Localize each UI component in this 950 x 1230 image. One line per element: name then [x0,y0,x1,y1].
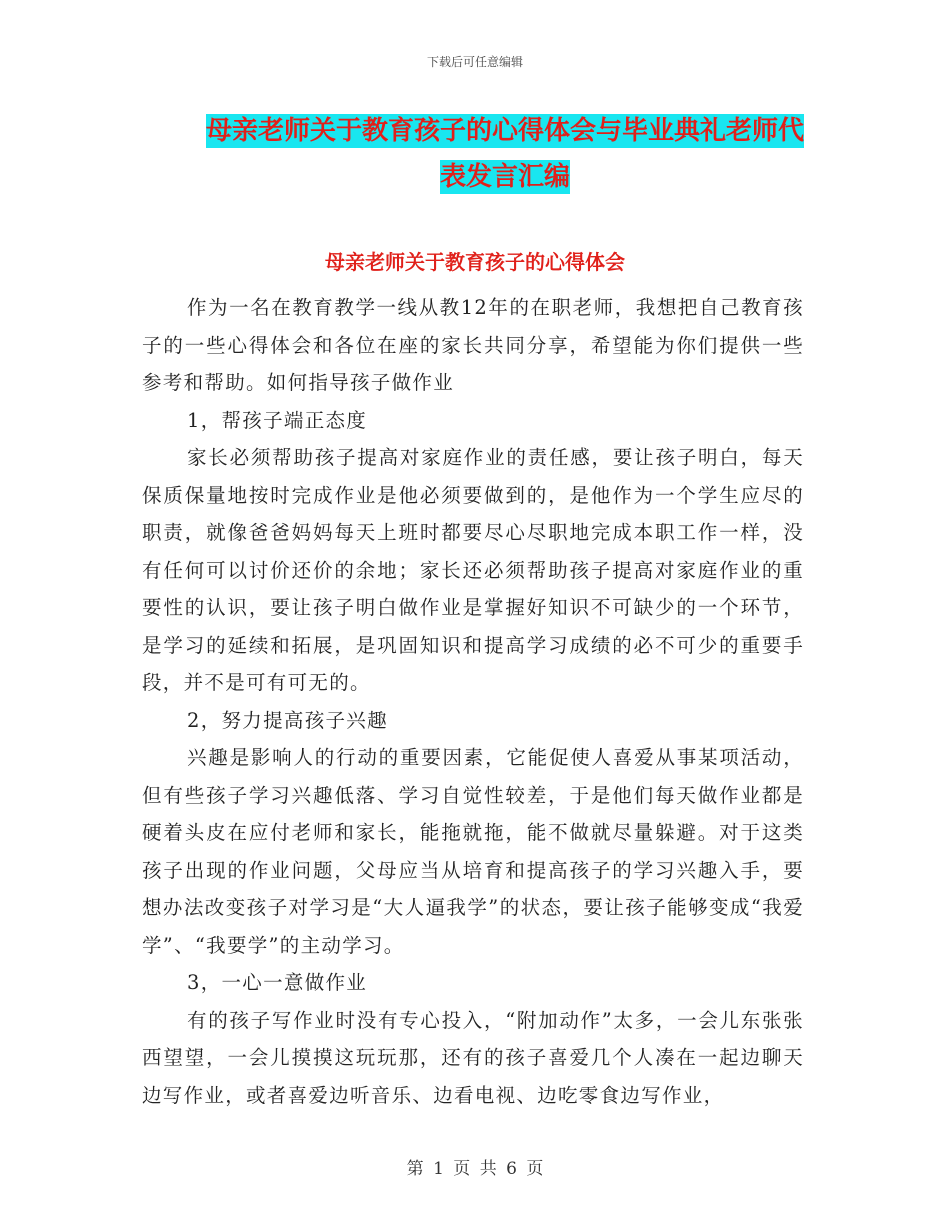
document-title [190,108,820,200]
paragraph-intro: 作为一名在教育教学一线从教12年的在职老师，我想把自己教育孩子的一些心得体会和各位在座的家长共同分享，希望能为你们提供一些参考和帮助。如何指导孩子做作业 [142,296,804,394]
heading-3: 3，一心一意做作业 [187,971,368,994]
heading-1: 1，帮孩子端正态度 [187,408,368,432]
header-note: 下载后可任意编辑 [426,55,523,69]
paragraph-1: 家长必须帮助孩子提高对家庭作业的责任感，要让孩子明白，每天保质保量地按时完成作业是他必须要做到的，是他作为一个学生应尽的职责，就像爸爸妈妈每天上班时都要尽心尽职地完成本职工作一样，没有任何可以讨价还价的余地；家长还必须帮助孩子提高对家庭作业的重要性的认识，要让孩子明白做作业是掌握好知识不可缺少的一个环节，是学习的延续和拓展，是巩固知识和提高学习成绩的必不可少的重要手段，并不是可有可无的。 [142,446,804,694]
paragraph-2: 兴趣是影响人的行动的重要因素，它能促使人喜爱从事某项活动，但有些孩子学习兴趣低落、学习自觉性较差，于是他们每天做作业都是硬着头皮在应付老师和家长，能拖就拖，能不做就尽量躲避。对于这类孩子出现的作业问题，父母应当从培育和提高孩子的学习兴趣入手，要想办法改变孩子对学习是“大人逼我学”的状态，要让孩子能够变成“我爱学”、“我要学”的主动学习。 [142,746,804,957]
page-footer: 第 1 页 共 6 页 [406,1159,544,1179]
paragraph-3: 有的孩子写作业时没有专心投入，“附加动作”太多，一会儿东张张西望望，一会儿摸摸这玩玩那，还有的孩子喜爱几个人凑在一起边聊天边写作业，或者喜爱边听音乐、边看电视、边吃零食边写作业， [142,1008,804,1107]
body-text [142,289,804,1114]
heading-2: 2，努力提高孩子兴趣 [187,708,388,732]
section-title: 母亲老师关于教育孩子的心得体会 [325,250,625,274]
document-title-line1: 母亲老师关于教育孩子的心得体会与毕业典礼老师代 [205,116,804,146]
document-title-line2: 表发言汇编 [439,162,570,192]
